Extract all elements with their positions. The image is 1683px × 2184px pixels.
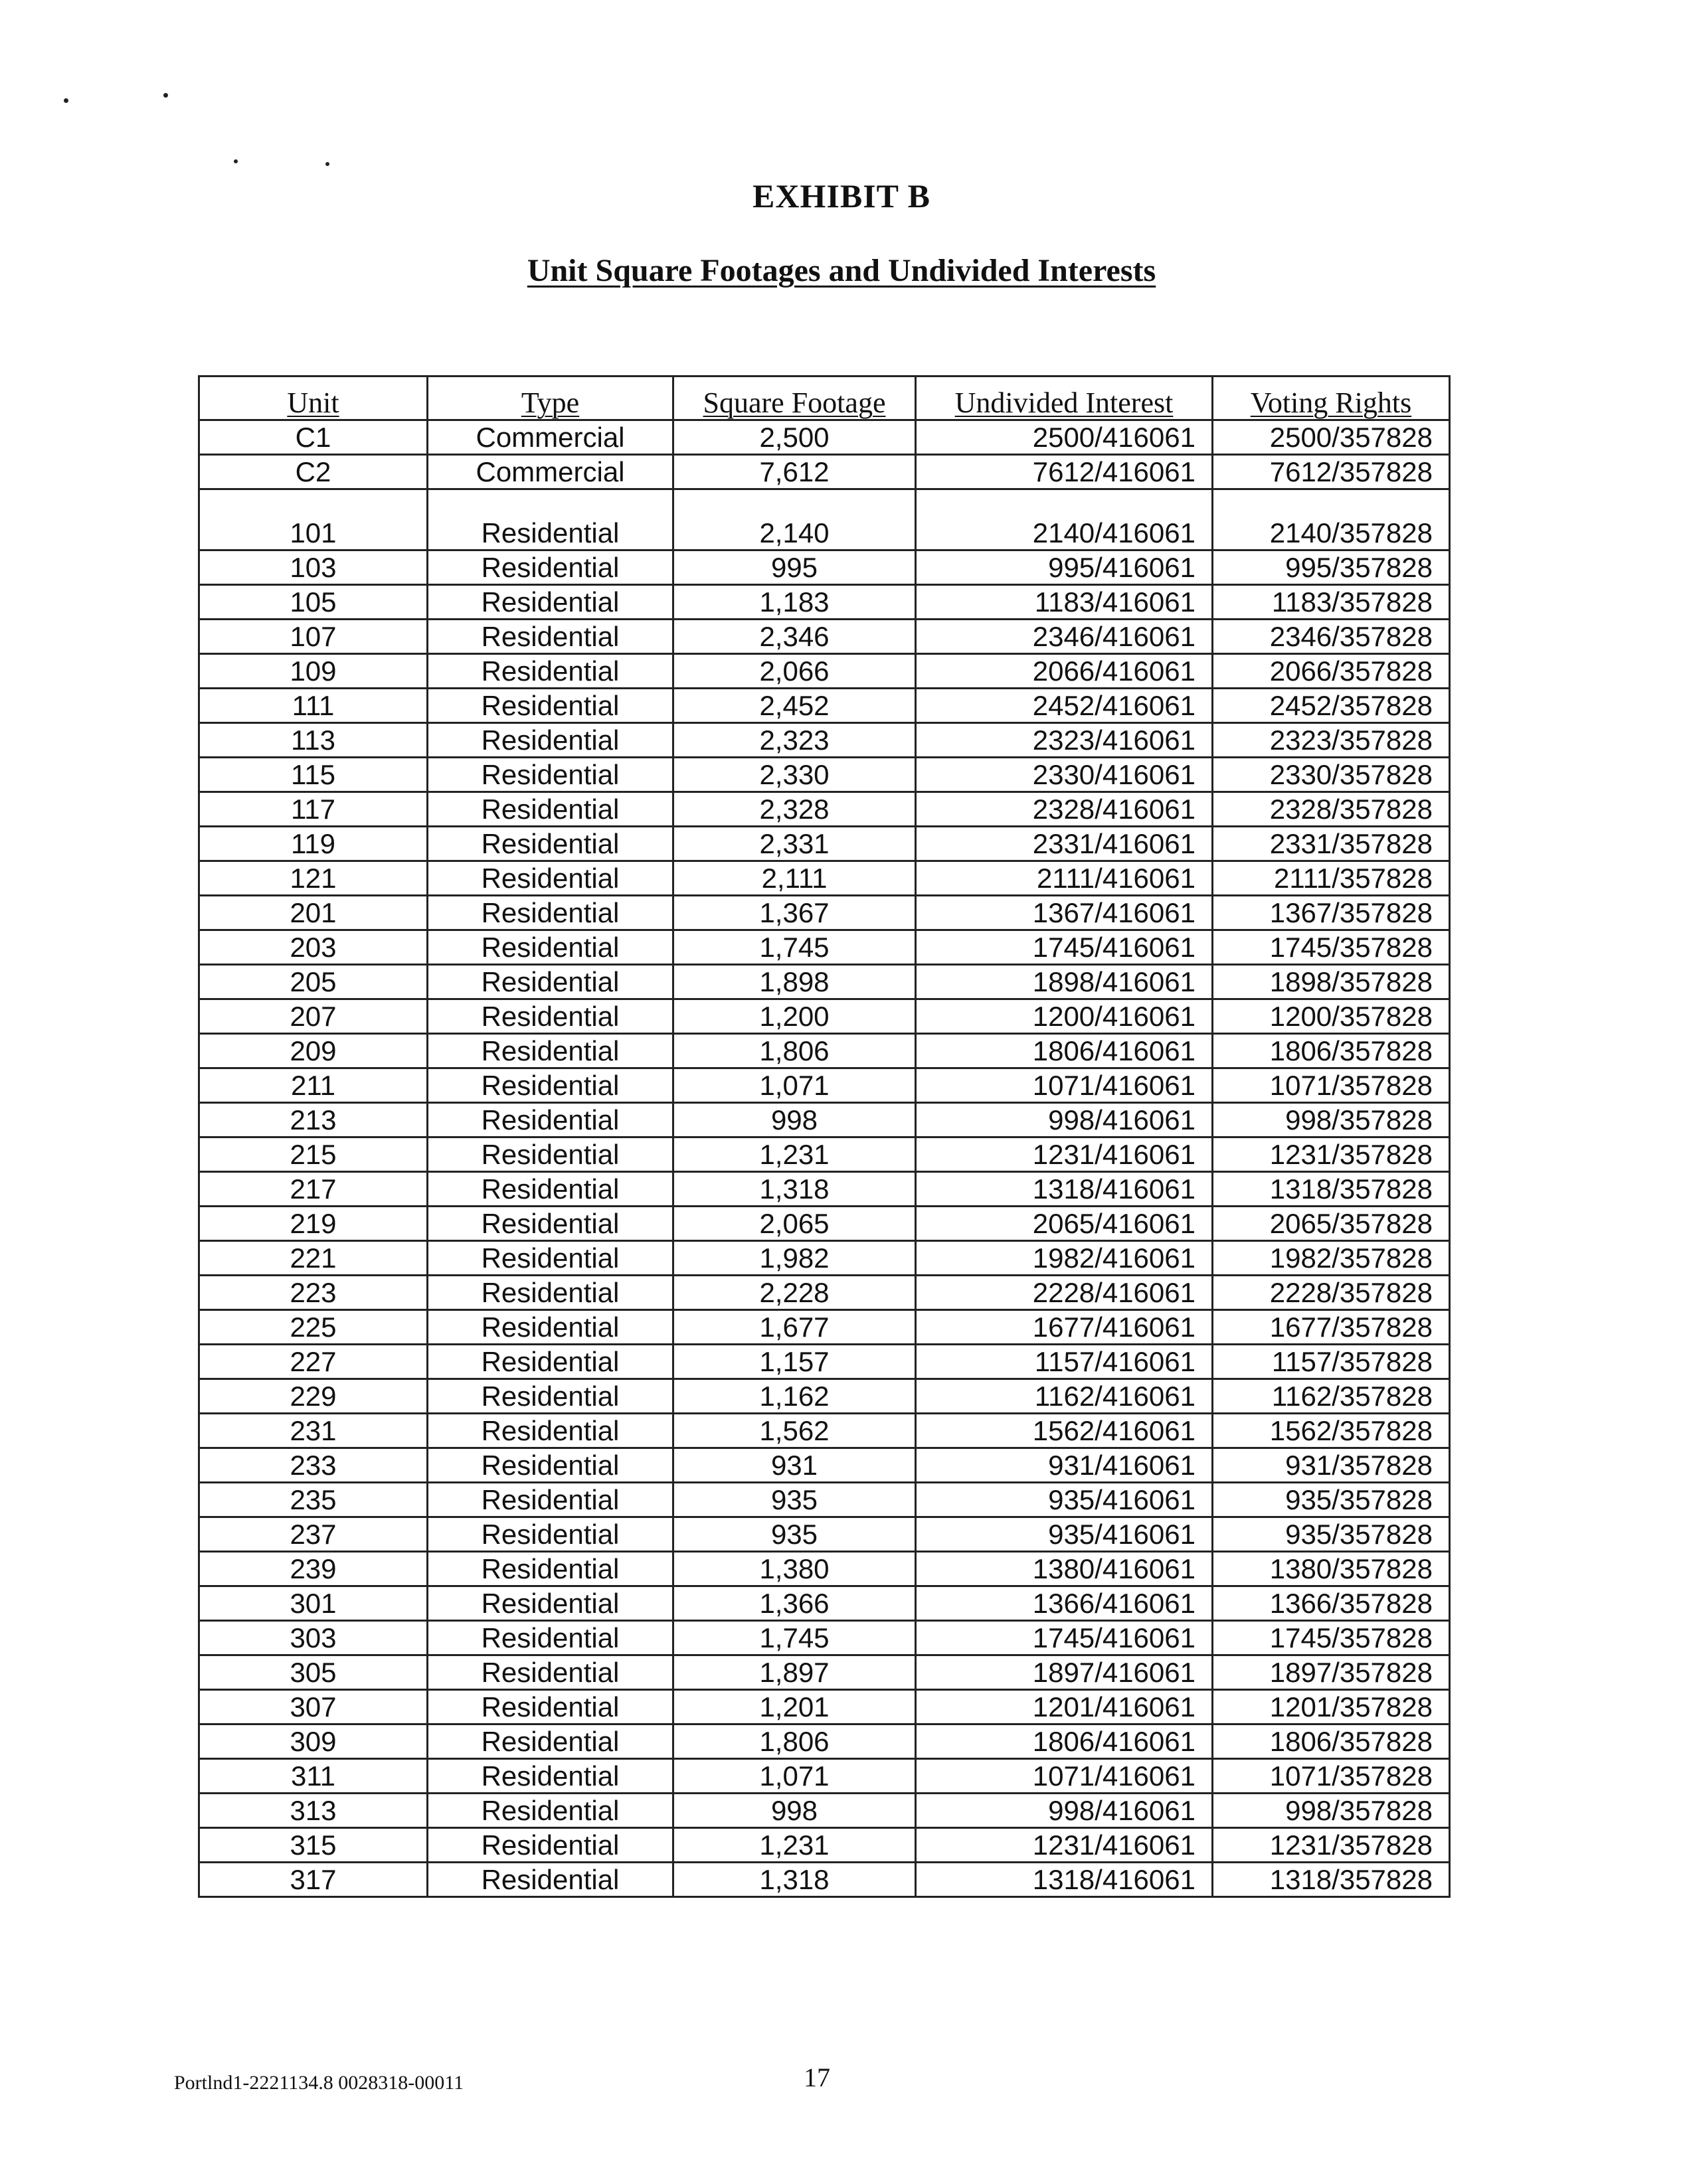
cell-square-footage: 2,228 (673, 1276, 916, 1310)
column-header-voting-rights: Voting Rights (1213, 377, 1450, 420)
cell-undivided-interest: 2331/416061 (916, 827, 1213, 861)
cell-undivided-interest: 7612/416061 (916, 455, 1213, 489)
column-header-type: Type (428, 377, 673, 420)
table-row (199, 861, 1450, 896)
cell-square-footage: 1,162 (673, 1379, 916, 1414)
cell-voting-rights: 1318/357828 (1213, 1863, 1450, 1897)
table-row (199, 1068, 1450, 1103)
cell-undivided-interest: 995/416061 (916, 550, 1213, 585)
cell-square-footage: 2,331 (673, 827, 916, 861)
cell-type: Residential (428, 1379, 673, 1414)
cell-unit: 109 (199, 654, 428, 689)
cell-voting-rights: 935/357828 (1213, 1483, 1450, 1517)
cell-square-footage: 1,071 (673, 1759, 916, 1794)
cell-square-footage: 2,346 (673, 620, 916, 654)
cell-type: Residential (428, 1310, 673, 1345)
table-row (199, 965, 1450, 999)
cell-unit: 121 (199, 861, 428, 896)
cell-undivided-interest: 1677/416061 (916, 1310, 1213, 1345)
cell-voting-rights: 2140/357828 (1213, 489, 1450, 550)
cell-undivided-interest: 2346/416061 (916, 620, 1213, 654)
cell-undivided-interest: 2452/416061 (916, 689, 1213, 723)
table-row (199, 1034, 1450, 1068)
table-row (199, 1207, 1450, 1241)
cell-type: Residential (428, 896, 673, 930)
cell-square-footage: 2,452 (673, 689, 916, 723)
cell-undivided-interest: 1745/416061 (916, 1621, 1213, 1655)
cell-square-footage: 1,200 (673, 999, 916, 1034)
cell-unit: 105 (199, 585, 428, 620)
table-row (199, 1724, 1450, 1759)
cell-undivided-interest: 1745/416061 (916, 930, 1213, 965)
cell-undivided-interest: 2323/416061 (916, 723, 1213, 758)
table-body (199, 420, 1450, 1897)
cell-undivided-interest: 2066/416061 (916, 654, 1213, 689)
cell-voting-rights: 1201/357828 (1213, 1690, 1450, 1724)
cell-unit: 103 (199, 550, 428, 585)
cell-type: Residential (428, 654, 673, 689)
cell-square-footage: 1,677 (673, 1310, 916, 1345)
cell-voting-rights: 1677/357828 (1213, 1310, 1450, 1345)
cell-square-footage: 1,231 (673, 1137, 916, 1172)
table-row (199, 1103, 1450, 1137)
cell-square-footage: 1,982 (673, 1241, 916, 1276)
cell-square-footage: 2,328 (673, 792, 916, 827)
cell-type: Residential (428, 827, 673, 861)
cell-undivided-interest: 1231/416061 (916, 1137, 1213, 1172)
cell-undivided-interest: 2500/416061 (916, 420, 1213, 455)
table-row (199, 620, 1450, 654)
cell-type: Residential (428, 1655, 673, 1690)
cell-unit: C1 (199, 420, 428, 455)
cell-voting-rights: 2066/357828 (1213, 654, 1450, 689)
cell-voting-rights: 1562/357828 (1213, 1414, 1450, 1448)
cell-unit: 113 (199, 723, 428, 758)
cell-unit: 201 (199, 896, 428, 930)
table-row (199, 792, 1450, 827)
units-table (198, 375, 1451, 1898)
cell-square-footage: 1,231 (673, 1828, 916, 1863)
table-row (199, 930, 1450, 965)
table-row (199, 585, 1450, 620)
cell-type: Residential (428, 1034, 673, 1068)
cell-type: Residential (428, 1690, 673, 1724)
table-row (199, 1137, 1450, 1172)
table-row (199, 1552, 1450, 1586)
cell-square-footage: 1,367 (673, 896, 916, 930)
cell-undivided-interest: 1806/416061 (916, 1034, 1213, 1068)
cell-type: Residential (428, 1414, 673, 1448)
cell-square-footage: 1,157 (673, 1345, 916, 1379)
cell-undivided-interest: 1200/416061 (916, 999, 1213, 1034)
cell-square-footage: 1,898 (673, 965, 916, 999)
cell-voting-rights: 1231/357828 (1213, 1828, 1450, 1863)
cell-undivided-interest: 1982/416061 (916, 1241, 1213, 1276)
cell-voting-rights: 1745/357828 (1213, 1621, 1450, 1655)
cell-voting-rights: 1071/357828 (1213, 1068, 1450, 1103)
cell-square-footage: 931 (673, 1448, 916, 1483)
column-header-unit: Unit (199, 377, 428, 420)
cell-unit: 305 (199, 1655, 428, 1690)
cell-undivided-interest: 2140/416061 (916, 489, 1213, 550)
table-row (199, 1414, 1450, 1448)
table-row (199, 1310, 1450, 1345)
column-header-undivided-interest: Undivided Interest (916, 377, 1213, 420)
cell-voting-rights: 998/357828 (1213, 1794, 1450, 1828)
cell-undivided-interest: 1071/416061 (916, 1759, 1213, 1794)
cell-type: Residential (428, 1448, 673, 1483)
cell-unit: 215 (199, 1137, 428, 1172)
table-row (199, 1759, 1450, 1794)
cell-unit: 229 (199, 1379, 428, 1414)
cell-undivided-interest: 1366/416061 (916, 1586, 1213, 1621)
exhibit-title: EXHIBIT B (753, 177, 930, 214)
cell-unit: 315 (199, 1828, 428, 1863)
table-row (199, 1828, 1450, 1863)
cell-unit: 111 (199, 689, 428, 723)
table-row (199, 1483, 1450, 1517)
cell-unit: 303 (199, 1621, 428, 1655)
cell-undivided-interest: 1380/416061 (916, 1552, 1213, 1586)
cell-undivided-interest: 1157/416061 (916, 1345, 1213, 1379)
cell-voting-rights: 2111/357828 (1213, 861, 1450, 896)
cell-square-footage: 935 (673, 1517, 916, 1552)
cell-voting-rights: 7612/357828 (1213, 455, 1450, 489)
cell-square-footage: 1,806 (673, 1724, 916, 1759)
table-row (199, 723, 1450, 758)
cell-unit: 219 (199, 1207, 428, 1241)
table-row (199, 1276, 1450, 1310)
cell-unit: 213 (199, 1103, 428, 1137)
table-header-row (199, 377, 1450, 420)
cell-type: Residential (428, 1863, 673, 1897)
cell-voting-rights: 1071/357828 (1213, 1759, 1450, 1794)
table-row (199, 1655, 1450, 1690)
cell-undivided-interest: 1562/416061 (916, 1414, 1213, 1448)
cell-voting-rights: 1318/357828 (1213, 1172, 1450, 1207)
cell-type: Residential (428, 1276, 673, 1310)
cell-unit: 317 (199, 1863, 428, 1897)
cell-type: Commercial (428, 420, 673, 455)
table-row (199, 489, 1450, 550)
cell-unit: C2 (199, 455, 428, 489)
cell-voting-rights: 1898/357828 (1213, 965, 1450, 999)
scan-speck (325, 162, 329, 166)
cell-unit: 211 (199, 1068, 428, 1103)
cell-voting-rights: 1380/357828 (1213, 1552, 1450, 1586)
cell-unit: 119 (199, 827, 428, 861)
cell-type: Residential (428, 792, 673, 827)
cell-unit: 205 (199, 965, 428, 999)
scan-speck (64, 98, 68, 103)
cell-voting-rights: 1367/357828 (1213, 896, 1450, 930)
cell-voting-rights: 2328/357828 (1213, 792, 1450, 827)
cell-type: Residential (428, 1828, 673, 1863)
cell-square-footage: 7,612 (673, 455, 916, 489)
cell-voting-rights: 2330/357828 (1213, 758, 1450, 792)
cell-undivided-interest: 2065/416061 (916, 1207, 1213, 1241)
cell-type: Residential (428, 1137, 673, 1172)
cell-undivided-interest: 931/416061 (916, 1448, 1213, 1483)
cell-type: Residential (428, 1724, 673, 1759)
cell-square-footage: 1,201 (673, 1690, 916, 1724)
table-row (199, 550, 1450, 585)
cell-square-footage: 995 (673, 550, 916, 585)
cell-type: Residential (428, 585, 673, 620)
cell-undivided-interest: 2228/416061 (916, 1276, 1213, 1310)
cell-undivided-interest: 2330/416061 (916, 758, 1213, 792)
cell-type: Residential (428, 1552, 673, 1586)
cell-type: Residential (428, 1586, 673, 1621)
cell-square-footage: 998 (673, 1103, 916, 1137)
cell-type: Residential (428, 1794, 673, 1828)
cell-unit: 307 (199, 1690, 428, 1724)
table-row (199, 1863, 1450, 1897)
cell-undivided-interest: 1162/416061 (916, 1379, 1213, 1414)
cell-voting-rights: 1183/357828 (1213, 585, 1450, 620)
table-row (199, 654, 1450, 689)
cell-voting-rights: 1231/357828 (1213, 1137, 1450, 1172)
cell-type: Residential (428, 930, 673, 965)
cell-voting-rights: 2331/357828 (1213, 827, 1450, 861)
scan-speck (163, 93, 168, 98)
cell-square-footage: 2,330 (673, 758, 916, 792)
cell-voting-rights: 1982/357828 (1213, 1241, 1450, 1276)
cell-square-footage: 998 (673, 1794, 916, 1828)
table-row (199, 999, 1450, 1034)
cell-unit: 115 (199, 758, 428, 792)
cell-undivided-interest: 1806/416061 (916, 1724, 1213, 1759)
cell-type: Residential (428, 758, 673, 792)
cell-unit: 227 (199, 1345, 428, 1379)
cell-undivided-interest: 998/416061 (916, 1103, 1213, 1137)
cell-square-footage: 1,380 (673, 1552, 916, 1586)
cell-voting-rights: 1897/357828 (1213, 1655, 1450, 1690)
cell-type: Residential (428, 1103, 673, 1137)
cell-square-footage: 2,065 (673, 1207, 916, 1241)
cell-square-footage: 1,745 (673, 1621, 916, 1655)
cell-type: Residential (428, 550, 673, 585)
cell-type: Residential (428, 1207, 673, 1241)
cell-undivided-interest: 1318/416061 (916, 1863, 1213, 1897)
cell-voting-rights: 931/357828 (1213, 1448, 1450, 1483)
page-subtitle (0, 252, 1683, 289)
column-header-square-footage: Square Footage (673, 377, 916, 420)
cell-undivided-interest: 2111/416061 (916, 861, 1213, 896)
cell-square-footage: 1,806 (673, 1034, 916, 1068)
cell-undivided-interest: 1367/416061 (916, 896, 1213, 930)
cell-unit: 107 (199, 620, 428, 654)
cell-unit: 301 (199, 1586, 428, 1621)
cell-unit: 221 (199, 1241, 428, 1276)
cell-voting-rights: 1162/357828 (1213, 1379, 1450, 1414)
table-row (199, 1794, 1450, 1828)
cell-type: Commercial (428, 455, 673, 489)
cell-unit: 225 (199, 1310, 428, 1345)
cell-undivided-interest: 2328/416061 (916, 792, 1213, 827)
table-row (199, 758, 1450, 792)
cell-type: Residential (428, 1241, 673, 1276)
page-subtitle-text: Unit Square Footages and Undivided Interests (527, 253, 1156, 288)
cell-type: Residential (428, 1621, 673, 1655)
cell-unit: 235 (199, 1483, 428, 1517)
cell-type: Residential (428, 999, 673, 1034)
cell-type: Residential (428, 1172, 673, 1207)
table-row (199, 827, 1450, 861)
cell-type: Residential (428, 489, 673, 550)
table-row (199, 1172, 1450, 1207)
table-row (199, 420, 1450, 455)
table-row (199, 1379, 1450, 1414)
cell-square-footage: 2,500 (673, 420, 916, 455)
table-row (199, 1448, 1450, 1483)
footer-document-reference: Portlnd1-2221134.8 0028318-00011 (174, 2072, 464, 2094)
cell-unit: 203 (199, 930, 428, 965)
cell-square-footage: 1,071 (673, 1068, 916, 1103)
page-number: 17 (804, 2062, 830, 2092)
cell-square-footage: 1,183 (673, 585, 916, 620)
cell-square-footage: 1,318 (673, 1172, 916, 1207)
cell-type: Residential (428, 965, 673, 999)
cell-voting-rights: 1806/357828 (1213, 1724, 1450, 1759)
cell-voting-rights: 1366/357828 (1213, 1586, 1450, 1621)
cell-type: Residential (428, 1068, 673, 1103)
cell-voting-rights: 2323/357828 (1213, 723, 1450, 758)
cell-square-footage: 2,066 (673, 654, 916, 689)
cell-unit: 101 (199, 489, 428, 550)
cell-voting-rights: 2452/357828 (1213, 689, 1450, 723)
cell-type: Residential (428, 1483, 673, 1517)
cell-unit: 223 (199, 1276, 428, 1310)
cell-unit: 207 (199, 999, 428, 1034)
cell-unit: 239 (199, 1552, 428, 1586)
cell-undivided-interest: 1898/416061 (916, 965, 1213, 999)
table-row (199, 1345, 1450, 1379)
cell-type: Residential (428, 1517, 673, 1552)
cell-voting-rights: 2346/357828 (1213, 620, 1450, 654)
table-row (199, 1690, 1450, 1724)
table-row (199, 1241, 1450, 1276)
cell-type: Residential (428, 620, 673, 654)
cell-undivided-interest: 1071/416061 (916, 1068, 1213, 1103)
table-row (199, 1517, 1450, 1552)
cell-undivided-interest: 1183/416061 (916, 585, 1213, 620)
cell-voting-rights: 1200/357828 (1213, 999, 1450, 1034)
cell-voting-rights: 2065/357828 (1213, 1207, 1450, 1241)
table-row (199, 1621, 1450, 1655)
cell-square-footage: 935 (673, 1483, 916, 1517)
cell-voting-rights: 1157/357828 (1213, 1345, 1450, 1379)
cell-unit: 311 (199, 1759, 428, 1794)
cell-type: Residential (428, 689, 673, 723)
cell-voting-rights: 1745/357828 (1213, 930, 1450, 965)
table-row (199, 896, 1450, 930)
cell-unit: 237 (199, 1517, 428, 1552)
cell-undivided-interest: 1318/416061 (916, 1172, 1213, 1207)
cell-unit: 233 (199, 1448, 428, 1483)
cell-unit: 313 (199, 1794, 428, 1828)
cell-unit: 309 (199, 1724, 428, 1759)
cell-type: Residential (428, 1345, 673, 1379)
cell-square-footage: 1,745 (673, 930, 916, 965)
cell-voting-rights: 998/357828 (1213, 1103, 1450, 1137)
cell-voting-rights: 2228/357828 (1213, 1276, 1450, 1310)
cell-square-footage: 2,111 (673, 861, 916, 896)
cell-undivided-interest: 998/416061 (916, 1794, 1213, 1828)
cell-square-footage: 1,562 (673, 1414, 916, 1448)
cell-square-footage: 2,140 (673, 489, 916, 550)
cell-square-footage: 2,323 (673, 723, 916, 758)
cell-undivided-interest: 1231/416061 (916, 1828, 1213, 1863)
cell-unit: 231 (199, 1414, 428, 1448)
table-row (199, 689, 1450, 723)
cell-voting-rights: 1806/357828 (1213, 1034, 1450, 1068)
cell-undivided-interest: 1201/416061 (916, 1690, 1213, 1724)
table-row (199, 455, 1450, 489)
cell-unit: 209 (199, 1034, 428, 1068)
cell-square-footage: 1,366 (673, 1586, 916, 1621)
scan-speck (234, 159, 238, 163)
cell-type: Residential (428, 861, 673, 896)
cell-undivided-interest: 935/416061 (916, 1483, 1213, 1517)
cell-type: Residential (428, 723, 673, 758)
cell-voting-rights: 2500/357828 (1213, 420, 1450, 455)
cell-undivided-interest: 1897/416061 (916, 1655, 1213, 1690)
cell-undivided-interest: 935/416061 (916, 1517, 1213, 1552)
cell-unit: 217 (199, 1172, 428, 1207)
cell-unit: 117 (199, 792, 428, 827)
cell-square-footage: 1,897 (673, 1655, 916, 1690)
cell-voting-rights: 995/357828 (1213, 550, 1450, 585)
table-row (199, 1586, 1450, 1621)
cell-square-footage: 1,318 (673, 1863, 916, 1897)
cell-type: Residential (428, 1759, 673, 1794)
cell-voting-rights: 935/357828 (1213, 1517, 1450, 1552)
